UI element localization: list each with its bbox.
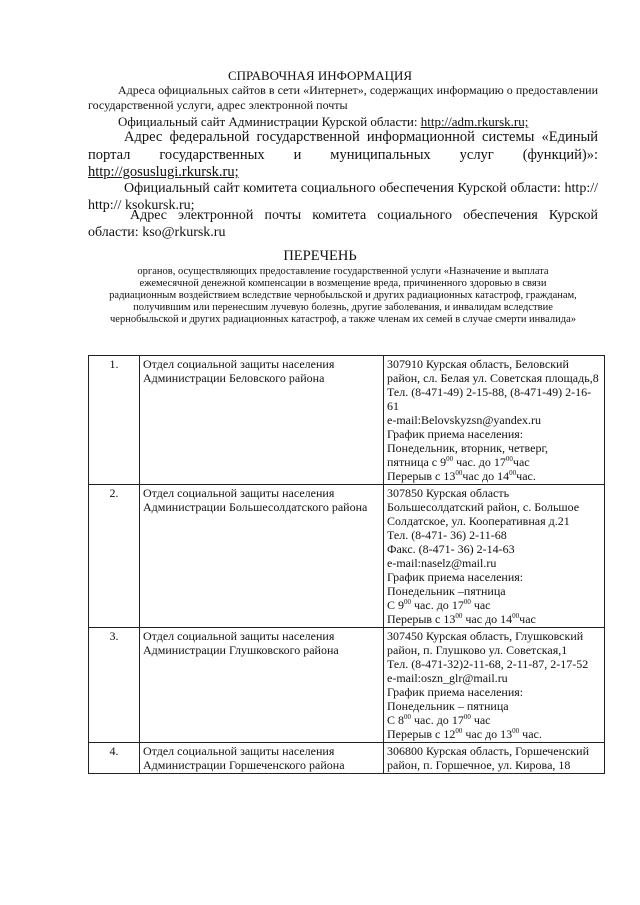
office-contacts (384, 743, 605, 774)
row-number: 2. (89, 485, 140, 628)
admin-site-paragraph (88, 114, 598, 130)
office-address: 307450 Курская область, Глушковский район, п. Глушково ул. Советская,1 (387, 629, 587, 657)
schedule-label: График приема населения: (387, 685, 524, 699)
table-row (89, 356, 605, 485)
schedule-break: Перерыв с $13^{00}час$ до $14^{00}час$. (387, 469, 536, 483)
portal-link[interactable]: http://gosuslugi.rkursk.ru; (88, 164, 239, 180)
office-email[interactable]: e-mail:oszn_glr@mail.ru (387, 671, 508, 685)
office-email[interactable]: e-mail:Belovskyzsn@yandex.ru (387, 413, 542, 427)
office-contacts (384, 628, 605, 743)
admin-site-link[interactable]: http://adm.rkursk.ru; (420, 114, 529, 129)
office-phone: Тел. (8-471-49) 2-15-88, (8-471-49) 2-16-61 (387, 385, 592, 413)
list-subtitle: органов, осуществляющих предоставление государственной услуги «Назначение и выплата ежемесячной денежной компенсации в возмещение вреда, причиненного здоровью в связи радиационным воздействием вследствие чернобыльской и других радиационных катастроф, гражданам, получившим или перенесшим лучевую болезнь, другие заболевания, и инвалидам вследствие чернобыльской и других радиационных катастроф, а также членам их семей в случае смерти инвалида» (109, 266, 577, 325)
schedule-days: Понедельник –пятница (387, 584, 506, 598)
intro-paragraph: Адреса официальных сайтов в сети «Интернет», содержащих информацию о предоставлении государственной услуги, адрес электронной почты (88, 83, 598, 112)
committee-site-paragraph: Официальный сайт комитета социального обеспечения Курской области: http:// http:// ksokursk.ru; (88, 181, 598, 213)
portal-paragraph (88, 129, 598, 182)
schedule-hours: С $9^{00}$ час. до $17^{00}$ час (387, 598, 491, 612)
schedule-break: Перерыв с $13^{00}$ час до $14^{00}час$ (387, 612, 536, 626)
table-row (89, 485, 605, 628)
row-number: 3. (89, 628, 140, 743)
list-title: ПЕРЕЧЕНЬ (283, 248, 357, 264)
schedule-hours: С $8^{00}$ час. до $17^{00}$ час (387, 713, 491, 727)
office-phone: Тел. (8-471- 36) 2-11-68 (387, 528, 507, 542)
office-address: 307910 Курская область, Беловский район, сл. Белая ул. Советская площадь,8 (387, 357, 599, 385)
office-contacts (384, 485, 605, 628)
row-number: 1. (89, 356, 140, 485)
table-row (89, 743, 605, 774)
schedule-days: Понедельник – пятница (387, 699, 509, 713)
schedule-label: График приема населения: (387, 570, 524, 584)
office-phone: Тел. (8-471-32)2-11-68, 2-11-87, 2-17-52 (387, 657, 589, 671)
admin-site-label: Официальный сайт Администрации Курской области: (118, 114, 421, 129)
office-address: 306800 Курская область, Горшеченский район, п. Горшечное, ул. Кирова, 18 (387, 744, 593, 772)
org-name: Отдел социальной защиты населения Администрации Глушковского района (140, 628, 384, 743)
schedule-label: График приема населения: (387, 427, 524, 441)
office-email[interactable]: e-mail:naselz@mail.ru (387, 556, 497, 570)
offices-table (88, 355, 605, 774)
schedule-days: Понедельник, вторник, четверг, (387, 441, 549, 455)
org-name: Отдел социальной защиты населения Администрации Большесолдатского района (140, 485, 384, 628)
office-fax: Факс. (8-471- 36) 2-14-63 (387, 542, 515, 556)
schedule-hours: пятница с $9^{00}$ час. до $17^{00}час$ (387, 455, 530, 469)
org-name: Отдел социальной защиты населения Администрации Горшеченского района (140, 743, 384, 774)
schedule-break: Перерыв с $12^{00}$ час до $13^{00}$ час. (387, 727, 542, 741)
table-row (89, 628, 605, 743)
org-name: Отдел социальной защиты населения Администрации Беловского района (140, 356, 384, 485)
row-number: 4. (89, 743, 140, 774)
office-address: 307850 Курская область Большесолдатский район, с. Большое Солдатское, ул. Кооперативная д.21 (387, 486, 583, 528)
page-title: СПРАВОЧНАЯ ИНФОРМАЦИЯ (227, 68, 413, 83)
committee-email-paragraph: Адрес электронной почты комитета социального обеспечения Курской области: kso@rkursk.ru (88, 208, 598, 240)
office-contacts (384, 356, 605, 485)
portal-label: Адрес федеральной государственной информационной системы «Единый портал государственных и муниципальных услуг (функций)»: (88, 129, 598, 163)
